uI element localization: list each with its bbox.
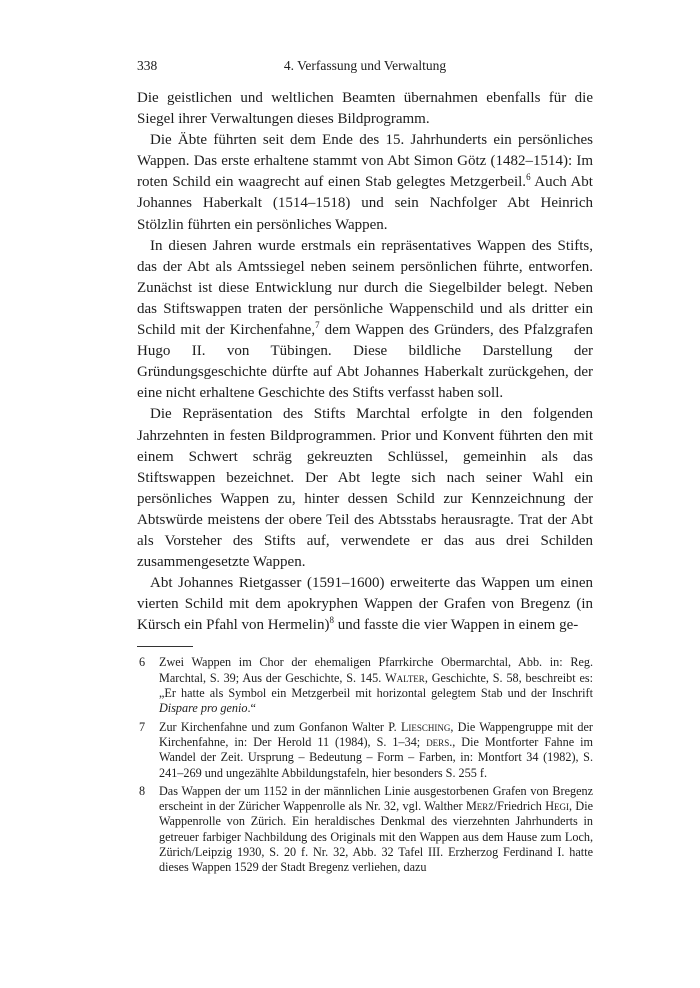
footnote-divider [137, 646, 193, 647]
footnote-ref[interactable]: 8 [329, 615, 334, 626]
text-run: Zur Kirchenfahne und zum Gonfanon Walter P. [159, 719, 397, 734]
footnote-ref[interactable]: 6 [526, 172, 531, 183]
text-run: , Geschichte, S. 58, beschreibt es: „Er hatte als Symbol ein Metzgerbeil mit horizontal gelegtem Stab und der Inschrift [159, 670, 594, 701]
author-name: ders. [426, 734, 453, 749]
footnote-text [159, 784, 593, 876]
footnotes [137, 655, 593, 875]
running-title: 4. Verfassung und Verwaltung [283, 58, 447, 73]
paragraph-text: Auch Abt Johannes Haberkalt (1514–1518) und sein Nachfolger Abt Heinrich Stölzlin führten ein persönliches Wappen. [137, 174, 593, 233]
footnote-number: 7 [139, 719, 146, 734]
text-run: , Die Montforter Fahne im Wandel der Zeit. Ursprung – Bedeutung – Form – Farben, in: Montfort 34 (1982), S. 241–269 und ungezählte Abbildungstafeln, hier besonders S. 255 f. [159, 734, 594, 780]
author-name: Merz [465, 799, 494, 814]
book-page [137, 58, 593, 879]
text-run: Zwei Wappen im Chor der ehemaligen Pfarrkirche Obermarchtal, Abb. in: Reg. Marchtal, S. 39; Aus der Geschichte, S. 145. [159, 655, 593, 685]
text-run: , Die Wappenrolle von Zürich. Ein heraldisches Denkmal des vierzehnten Jahrhunderts in getreuer farbiger Nachbildung des Originals mit den Wappen aus dem Hause zum Loch, Zürich/Leipzig 1930, S. 20 f. Nr. 32, Abb. 32 Tafel III. Erzherzog Ferdinand I. hatte dieses Wappen 1529 der Stadt Bregenz verliehen, dazu [159, 799, 593, 875]
author-name: Hegi [545, 799, 569, 814]
paragraph [137, 236, 593, 405]
paragraph: Die geistlichen und weltlichen Beamten übernahmen ebenfalls für die Siegel ihrer Verwaltungen dieses Bildprogramm. [137, 90, 593, 128]
text-run: Das Wappen der um 1152 in der männlichen Linie ausgestorbenen Grafen von Bregenz erscheint in der Züricher Wappenrolle als Nr. 32, vgl. Walther [159, 783, 593, 814]
footnote-number: 8 [139, 783, 146, 798]
paragraph [137, 130, 593, 235]
author-name: Liesching [400, 719, 451, 734]
paragraph [137, 573, 593, 636]
text-run: /Friedrich [493, 799, 542, 814]
footnote-8 [137, 784, 593, 876]
footnote-ref[interactable]: 7 [315, 320, 320, 331]
page-number: 338 [137, 58, 158, 73]
footnote-6 [137, 655, 593, 716]
paragraph-text: Die Äbte führten seit dem Ende des 15. Jahrhunderts ein persönliches Wappen. Das erste erhaltene stammt von Abt Simon Götz (1482–1514): Im roten Schild ein waagrecht auf einen Stab gelegtes Metzgerbeil. [137, 132, 593, 191]
paragraph-text: und fasste die vier Wappen in einem ge- [337, 617, 579, 634]
page-header [137, 58, 593, 84]
paragraph-text: Abt Johannes Rietgasser (1591–1600) erweiterte das Wappen um einen vierten Schild mit dem apokryphen Wappen der Grafen von Bregenz (in Kürsch ein Pfahl von Hermelin) [137, 575, 593, 634]
author-name: Walter [385, 670, 425, 685]
main-text [137, 88, 593, 636]
text-run: .“ [247, 701, 256, 716]
text-run: , Die Wappengruppe mit der Kirchenfahne, in: Der Herold 11 (1984), S. 1–34; [159, 719, 593, 749]
footnote-number: 6 [139, 655, 146, 670]
footnote-7 [137, 720, 593, 781]
footnote-text [159, 655, 593, 716]
paragraph-text: In diesen Jahren wurde erstmals ein repräsentatives Wappen des Stifts, das der Abt als Amtssiegel neben seinem persönlichen führte, entworfen. Zunächst ist diese Entwicklung nur durch die Siegelbilder belegt. Neben das Stiftswappen traten der persönliche Wappenschild und als dritter ein Schild mit der Kirchenfahne, [137, 237, 593, 339]
italic-inscription: Dispare pro genio [159, 701, 248, 716]
footnote-text [159, 720, 593, 781]
paragraph-text: dem Wappen des Gründers, des Pfalzgrafen Hugo II. von Tübingen. Diese bildliche Darstellung der Gründungsgeschichte dürfte auf Abt Johannes Haberkalt zurückgehen, der eine nicht erhaltene Geschichte des Stifts verfasst haben soll. [137, 322, 594, 402]
paragraph: Die Repräsentation des Stifts Marchtal erfolgte in den folgenden Jahrzehnten in festen Bildprogrammen. Prior und Konvent führten den mit einem Schwert schräg gekreuzten Schlüssel, gemeinhin als das Stiftswappen bezeichnet. Der Abt legte sich nach seiner Wahl ein persönliches Wappen zu, hinter dessen Schild zur Kennzeichnung der Abtswürde meistens der obere Teil des Abtsstabs herausragte. Trat der Abt als Vorsteher des Stifts auf, verwendete er das aus drei Schilden zusammengesetzte Wappen. [137, 406, 593, 571]
